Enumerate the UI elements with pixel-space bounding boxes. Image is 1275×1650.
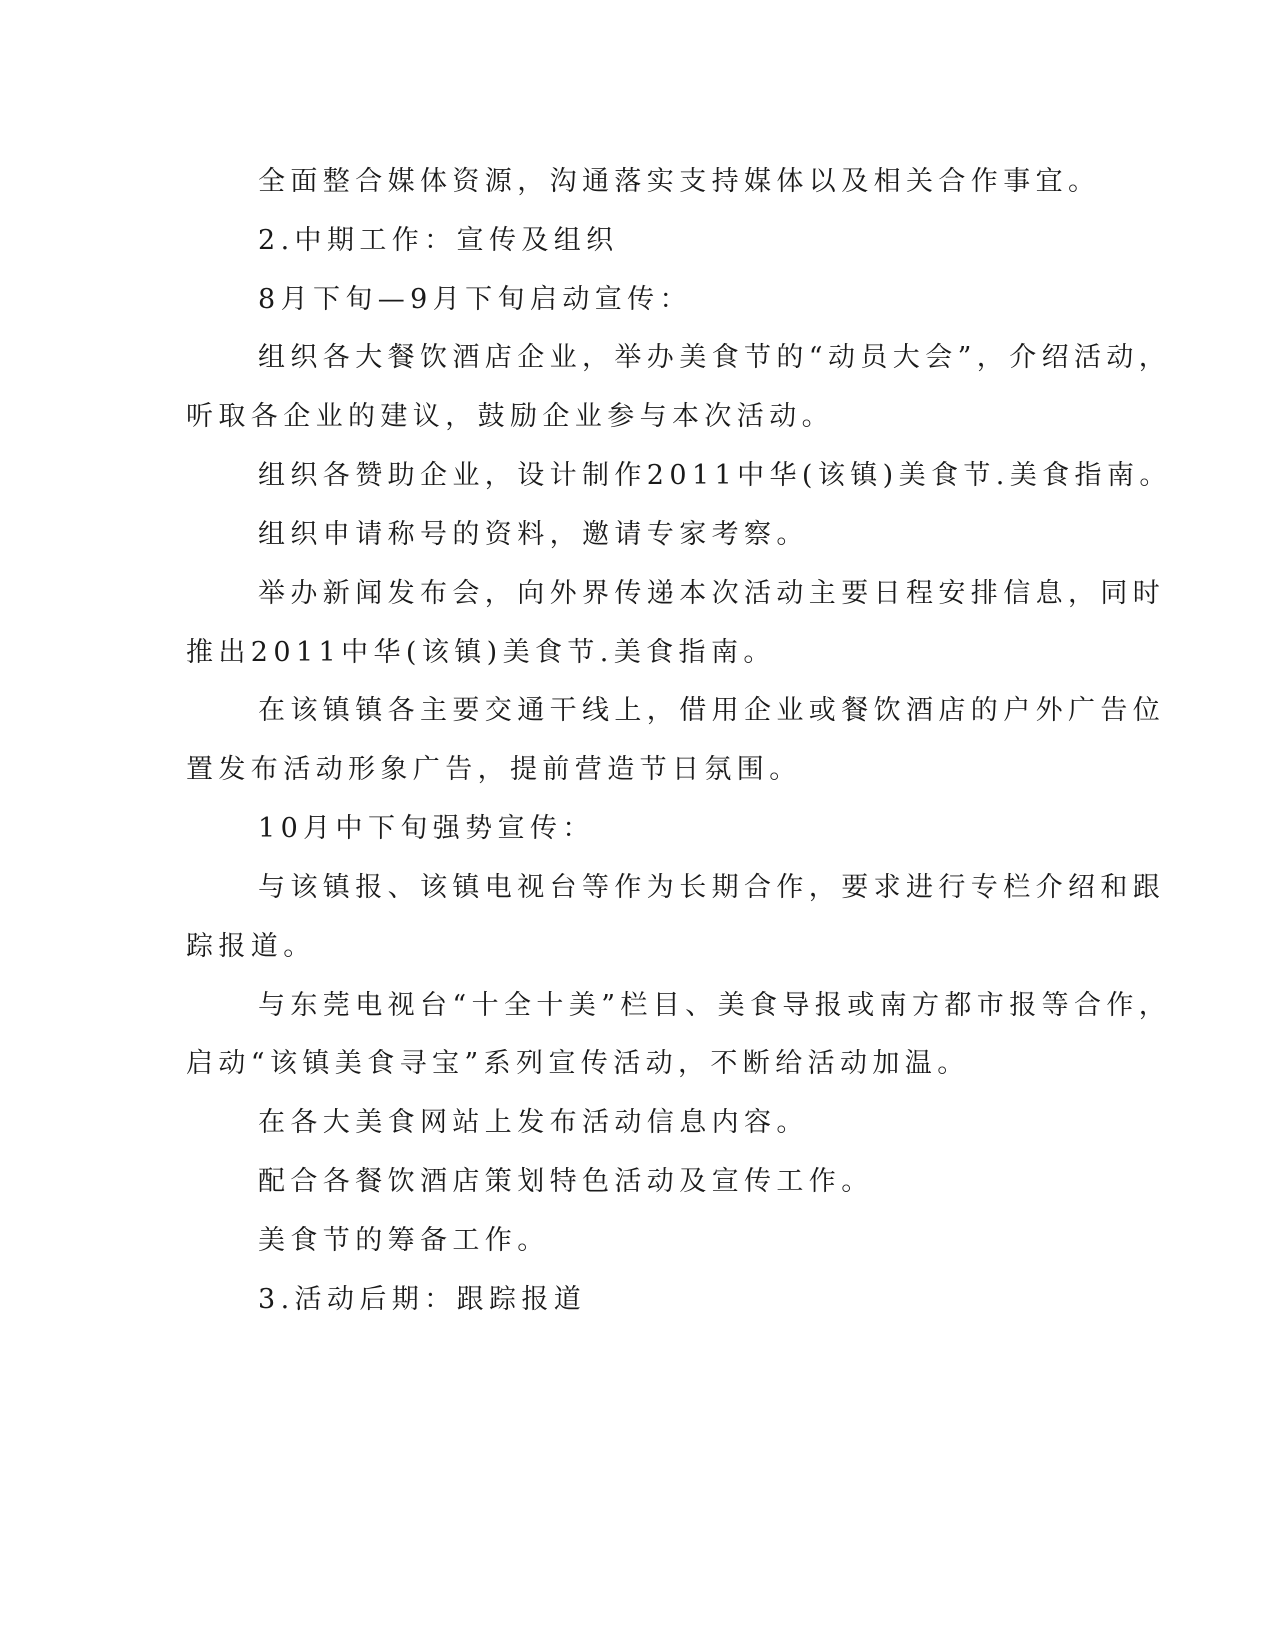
section-heading: 2.中期工作：宣传及组织 — [258, 225, 619, 256]
subsection-heading: 10月中下旬强势宣传： — [258, 813, 595, 844]
subsection-heading: 8月下旬—9月下旬启动宣传： — [258, 284, 692, 315]
body-text-line: 在各大美食网站上发布活动信息内容。 — [258, 1107, 809, 1138]
body-text-line: 组织各赞助企业，设计制作2011中华(该镇)美食节.美食指南。 — [258, 460, 1172, 491]
body-text-line: 听取各企业的建议，鼓励企业参与本次活动。 — [186, 401, 834, 432]
body-text-line: 组织申请称号的资料，邀请专家考察。 — [258, 519, 809, 550]
body-text-line: 与该镇报、该镇电视台等作为长期合作，要求进行专栏介绍和跟 — [258, 872, 1166, 903]
body-text-line: 配合各餐饮酒店策划特色活动及宣传工作。 — [258, 1166, 874, 1197]
body-text-line: 全面整合媒体资源，沟通落实支持媒体以及相关合作事宜。 — [258, 166, 1101, 197]
body-text-line: 踪报道。 — [186, 931, 316, 962]
body-text-line: 组织各大餐饮酒店企业，举办美食节的“动员大会”，介绍活动， — [258, 342, 1172, 373]
section-heading: 3.活动后期：跟踪报道 — [258, 1284, 587, 1315]
body-text-line: 与东莞电视台“十全十美”栏目、美食导报或南方都市报等合作， — [258, 990, 1172, 1021]
body-text-line: 美食节的筹备工作。 — [258, 1225, 550, 1256]
body-text-line: 在该镇镇各主要交通干线上，借用企业或餐饮酒店的户外广告位 — [258, 695, 1166, 726]
body-text-line: 启动“该镇美食寻宝”系列宣传活动，不断给活动加温。 — [186, 1048, 970, 1079]
body-text-line: 推出2011中华(该镇)美食节.美食指南。 — [186, 637, 776, 668]
body-text-line: 举办新闻发布会，向外界传递本次活动主要日程安排信息，同时 — [258, 578, 1166, 609]
body-text-line: 置发布活动形象广告，提前营造节日氛围。 — [186, 754, 802, 785]
